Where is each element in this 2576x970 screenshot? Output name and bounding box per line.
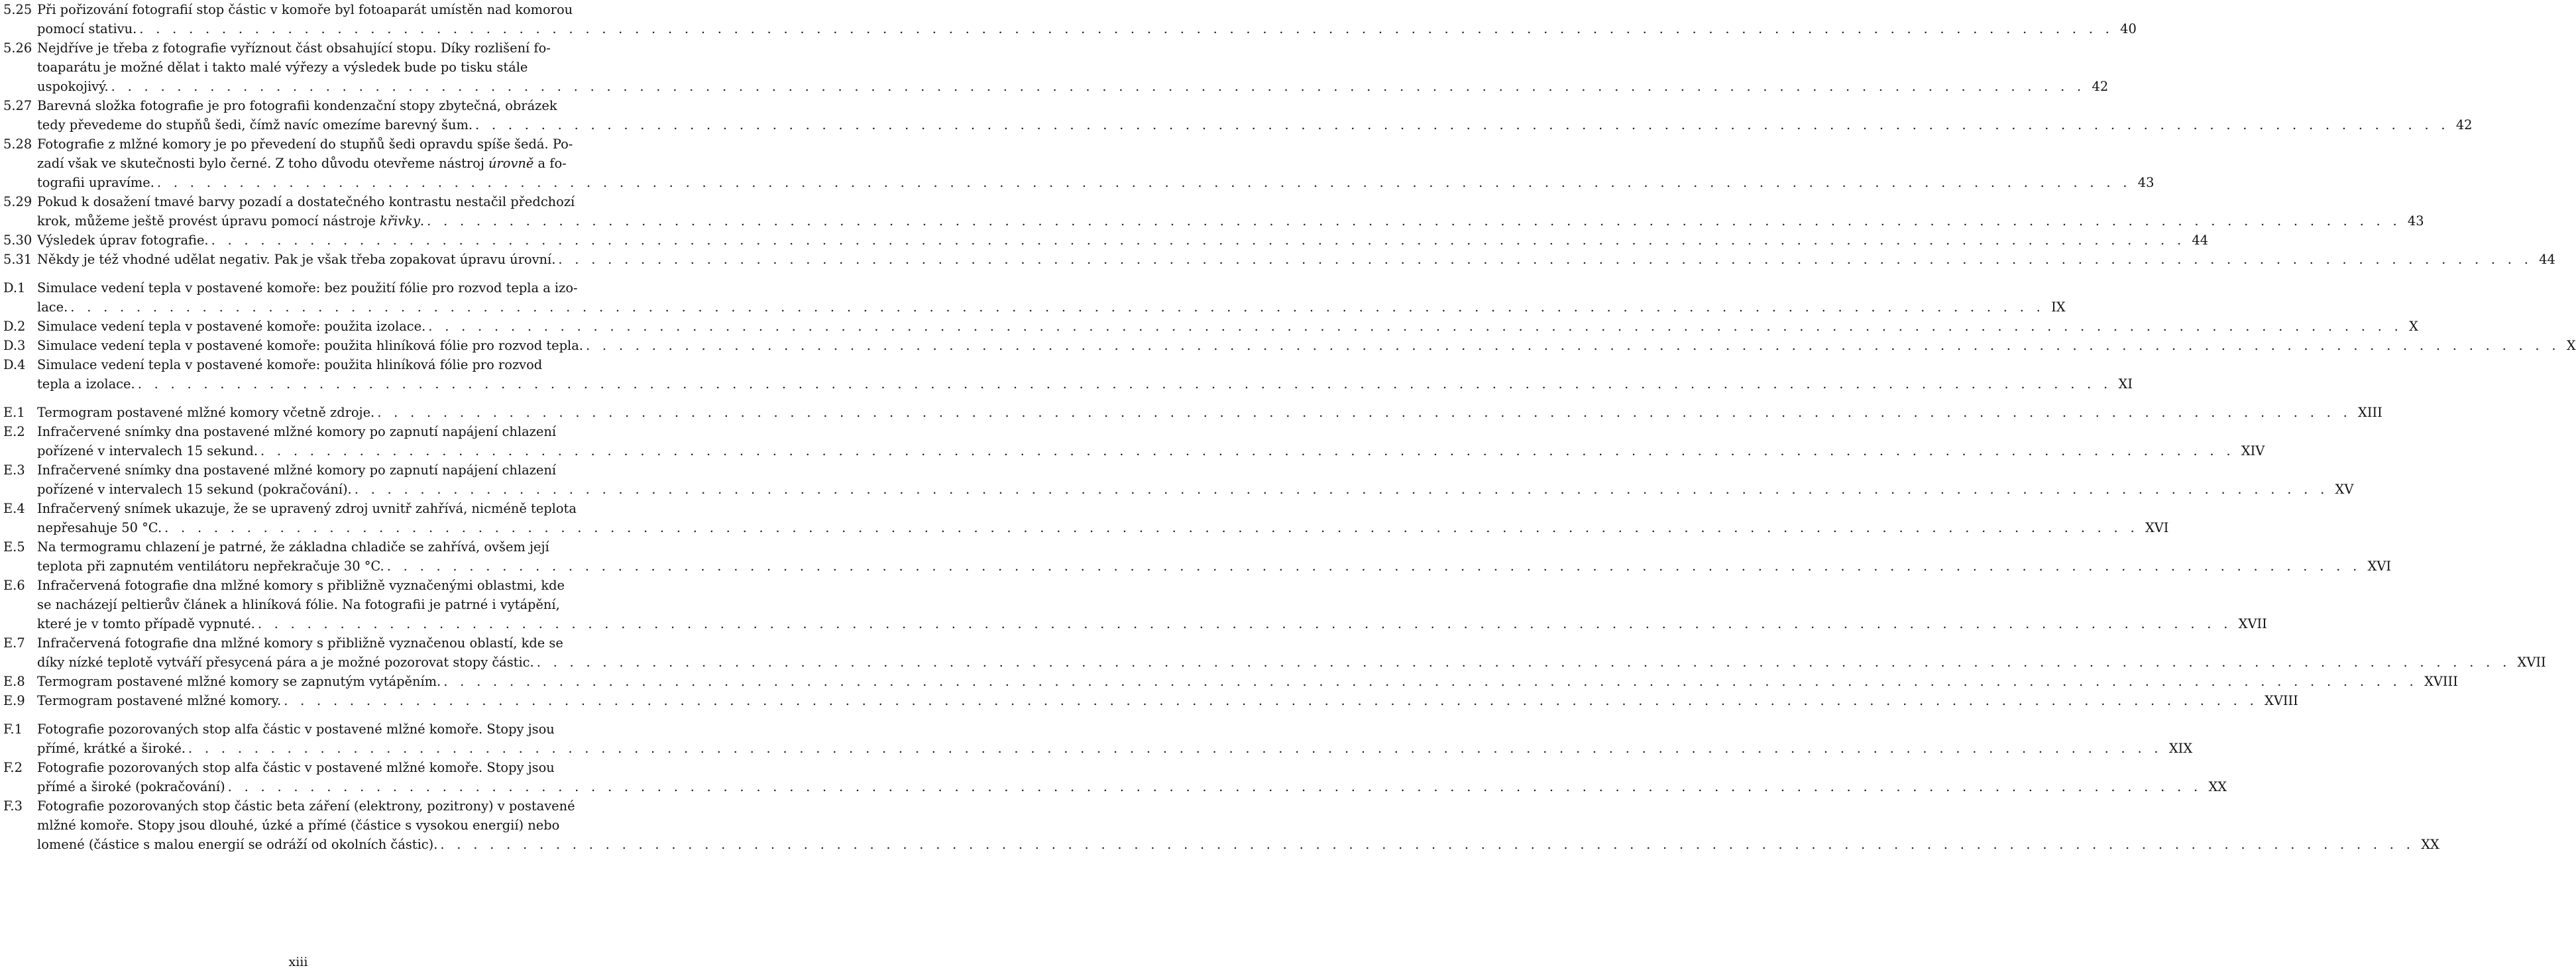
figure-caption-line: přímé, krátké a široké. [37,741,186,756]
figure-caption-line: lace. [37,299,68,315]
figure-number: 5.28 [3,136,32,152]
figure-caption-line: Infračervené snímky dna postavené mlžné komory po zapnutí napájení chlazení [37,424,557,439]
dot-leader: . . . . . . . . . . . . . . . . . . . . . . . . . . . . . . . . . . . . . . . . . . . . . . . . . . . . . . . . . . . . . . . . . . . . . . . . . . . . . . . . . . . . . . . . . . . . . . . . . . . . . . . . . . . . . . . . . . . . . . . . [558,252,2533,267]
figure-caption-line: tografii upravíme. [37,175,154,190]
figure-entry[interactable] [3,96,2473,135]
figure-number: 5.30 [3,233,32,248]
dot-leader: . . . . . . . . . . . . . . . . . . . . . . . . . . . . . . . . . . . . . . . . . . . . . . . . . . . . . . . . . . . . . . . . . . . . . . . . . . . . . . . . . . . . . . . . . . . . . . . . . . . . . . . . . . . . . . . . . . . . . . . . [440,837,2415,852]
figure-caption-line: teplota při zapnutém ventilátoru nepřekračuje 30 °C. [37,559,384,574]
figure-number: D.1 [3,280,26,296]
figure-number: D.3 [3,338,26,353]
figure-caption-line: tedy převedeme do stupňů šedi, čímž navíc omezíme barevný šum. [37,117,473,133]
dot-leader: . . . . . . . . . . . . . . . . . . . . . . . . . . . . . . . . . . . . . . . . . . . . . . . . . . . . . . . . . . . . . . . . . . . . . . . . . . . . . . . . . . . . . . . . . . . . . . . . . . . . . . . . . . . . . . . . . . . . . . . . [227,779,2202,794]
dot-leader: . . . . . . . . . . . . . . . . . . . . . . . . . . . . . . . . . . . . . . . . . . . . . . . . . . . . . . . . . . . . . . . . . . . . . . . . . . . . . . . . . . . . . . . . . . . . . . . . . . . . . . . . . . . . . . . . . . . . . . . . [211,233,2186,248]
figure-page-ref: XVI [2367,559,2392,574]
figure-caption-line: Někdy je též vhodné udělat negativ. Pak je však třeba zopakovat úpravu úrovní. [37,252,556,267]
figure-caption-line: Infračervená fotografie dna mlžné komory s přibližně vyznačenými oblastmi, kde [37,578,565,593]
figure-page-ref: IX [2051,299,2066,315]
figure-entry[interactable] [3,537,2392,576]
dot-leader: . . . . . . . . . . . . . . . . . . . . . . . . . . . . . . . . . . . . . . . . . . . . . . . . . . . . . . . . . . . . . . . . . . . . . . . . . . . . . . . . . . . . . . . . . . . . . . . . . . . . . . . . . . . . . . . . . . . . . . . . [284,693,2259,708]
figure-page-ref: XIX [2168,741,2193,756]
figure-caption-line: pořízené v intervalech 15 sekund (pokračování). [37,482,352,497]
figure-page-ref: X [2409,319,2418,334]
figure-page-ref: XX [2421,837,2439,852]
figure-number: F.2 [3,760,23,775]
figure-caption-line: zadí však ve skutečnosti bylo černé. Z toho důvodu otevřeme nástroj úrovně a fo- [37,156,567,171]
figure-number: 5.27 [3,98,32,113]
figure-number: E.8 [3,674,25,689]
figure-caption-line: přímé a široké (pokračování) [37,779,225,794]
figure-group [3,720,2439,854]
figure-entry[interactable] [3,633,2546,672]
figure-page-ref: XVI [2145,520,2169,535]
figure-caption-line: Fotografie pozorovaných stop alfa částic v postavené mlžné komoře. Stopy jsou [37,760,555,775]
dot-leader: . . . . . . . . . . . . . . . . . . . . . . . . . . . . . . . . . . . . . . . . . . . . . . . . . . . . . . . . . . . . . . . . . . . . . . . . . . . . . . . . . . . . . . . . . . . . . . . . . . . . . . . . . . . . . . . . . . . . . . . . [475,117,2449,133]
figure-caption-line: pomocí stativu. [37,21,137,36]
figure-caption-line: Termogram postavené mlžné komory včetně zdroje. [37,405,375,420]
figure-entry[interactable] [3,796,2439,854]
figure-entry[interactable] [3,317,2418,336]
figure-entry[interactable] [3,135,2155,192]
figure-entry[interactable] [3,231,2209,250]
dot-leader: . . . . . . . . . . . . . . . . . . . . . . . . . . . . . . . . . . . . . . . . . . . . . . . . . . . . . . . . . . . . . . . . . . . . . . . . . . . . . . . . . . . . . . . . . . . . . . . . . . . . . . . . . . . . . . . . . . . . . . . . [188,741,2162,756]
figure-caption-line: Výsledek úprav fotografie. [37,233,209,248]
figure-page-ref: XVIII [2424,674,2458,689]
dot-leader: . . . . . . . . . . . . . . . . . . . . . . . . . . . . . . . . . . . . . . . . . . . . . . . . . . . . . . . . . . . . . . . . . . . . . . . . . . . . . . . . . . . . . . . . . . . . . . . . . . . . . . . . . . . . . . . . . . . . . . . . [443,674,2418,689]
figure-entry[interactable] [3,576,2267,633]
list-of-figures [3,0,2576,863]
figure-page-ref: 40 [2120,21,2137,36]
figure-number: F.3 [3,798,23,814]
figure-number: 5.26 [3,40,32,56]
figure-group [3,0,2555,269]
figure-entry[interactable] [3,38,2109,96]
figure-caption-line: Pokud k dosažení tmavé barvy pozadí a dostatečného kontrastu nestačil předchozí [37,194,575,209]
figure-caption-line: Barevná složka fotografie je pro fotografii kondenzační stopy zbytečná, obrázek [37,98,557,113]
dot-leader: . . . . . . . . . . . . . . . . . . . . . . . . . . . . . . . . . . . . . . . . . . . . . . . . . . . . . . . . . . . . . . . . . . . . . . . . . . . . . . . . . . . . . . . . . . . . . . . . . . . . . . . . . . . . . . . . . . . . . . . . [354,482,2329,497]
dot-leader: . . . . . . . . . . . . . . . . . . . . . . . . . . . . . . . . . . . . . . . . . . . . . . . . . . . . . . . . . . . . . . . . . . . . . . . . . . . . . . . . . . . . . . . . . . . . . . . . . . . . . . . . . . . . . . . . . . . . . . . . [585,338,2560,353]
figure-caption-line: díky nízké teplotě vytváří přesycená pára a je možné pozorovat stopy částic. [37,655,534,670]
dot-leader: . . . . . . . . . . . . . . . . . . . . . . . . . . . . . . . . . . . . . . . . . . . . . . . . . . . . . . . . . . . . . . . . . . . . . . . . . . . . . . . . . . . . . . . . . . . . . . . . . . . . . . . . . . . . . . . . . . . . . . . . [137,376,2112,392]
figure-caption-line: krok, můžeme ještě provést úpravu pomocí nástroje křivky. [37,213,425,229]
figure-entry[interactable] [3,278,2066,317]
figure-page-ref: X [2566,338,2576,353]
figure-page-ref: XX [2208,779,2227,794]
figure-caption-line: mlžné komoře. Stopy jsou dlouhé, úzké a přímé (částice s vysokou energií) nebo [37,818,560,833]
figure-entry[interactable] [3,336,2576,355]
figure-page-ref: XV [2335,482,2354,497]
figure-entry[interactable] [3,355,2133,394]
figure-page-ref: 44 [2539,252,2555,267]
figure-number: E.3 [3,462,25,478]
figure-caption-line: Simulace vedení tepla v postavené komoře: použita hliníková fólie pro rozvod [37,357,543,372]
dot-leader: . . . . . . . . . . . . . . . . . . . . . . . . . . . . . . . . . . . . . . . . . . . . . . . . . . . . . . . . . . . . . . . . . . . . . . . . . . . . . . . . . . . . . . . . . . . . . . . . . . . . . . . . . . . . . . . . . . . . . . . . [111,79,2086,94]
figure-page-ref: 42 [2092,79,2109,94]
figure-group [3,403,2546,710]
figure-entry[interactable] [3,460,2354,499]
figure-number: E.1 [3,405,25,420]
figure-caption-line: Simulace vedení tepla v postavené komoře: bez použití fólie pro rozvod tepla a izo- [37,280,578,296]
dot-leader: . . . . . . . . . . . . . . . . . . . . . . . . . . . . . . . . . . . . . . . . . . . . . . . . . . . . . . . . . . . . . . . . . . . . . . . . . . . . . . . . . . . . . . . . . . . . . . . . . . . . . . . . . . . . . . . . . . . . . . . . [139,21,2114,36]
page-number: xiii [288,955,308,969]
figure-number: E.7 [3,635,25,651]
dot-leader: . . . . . . . . . . . . . . . . . . . . . . . . . . . . . . . . . . . . . . . . . . . . . . . . . . . . . . . . . . . . . . . . . . . . . . . . . . . . . . . . . . . . . . . . . . . . . . . . . . . . . . . . . . . . . . . . . . . . . . . . [386,559,2361,574]
figure-number: D.4 [3,357,26,372]
figure-caption-line: tepla a izolace. [37,376,135,392]
figure-entry[interactable] [3,720,2193,758]
dot-leader: . . . . . . . . . . . . . . . . . . . . . . . . . . . . . . . . . . . . . . . . . . . . . . . . . . . . . . . . . . . . . . . . . . . . . . . . . . . . . . . . . . . . . . . . . . . . . . . . . . . . . . . . . . . . . . . . . . . . . . . . [427,213,2401,229]
figure-page-ref: XVIII [2265,693,2298,708]
dot-leader: . . . . . . . . . . . . . . . . . . . . . . . . . . . . . . . . . . . . . . . . . . . . . . . . . . . . . . . . . . . . . . . . . . . . . . . . . . . . . . . . . . . . . . . . . . . . . . . . . . . . . . . . . . . . . . . . . . . . . . . . [156,175,2131,190]
figure-caption-line: Infračervený snímek ukazuje, že se upravený zdroj uvnitř zahřívá, nicméně teplota [37,501,577,516]
dot-leader: . . . . . . . . . . . . . . . . . . . . . . . . . . . . . . . . . . . . . . . . . . . . . . . . . . . . . . . . . . . . . . . . . . . . . . . . . . . . . . . . . . . . . . . . . . . . . . . . . . . . . . . . . . . . . . . . . . . . . . . . [536,655,2511,670]
figure-caption-line: Na termogramu chlazení je patrné, že základna chladiče se zahřívá, ovšem její [37,539,549,555]
figure-entry[interactable] [3,672,2458,691]
figure-entry[interactable] [3,0,2137,38]
figure-caption-line: Infračervené snímky dna postavené mlžné komory po zapnutí napájení chlazení [37,462,557,478]
figure-number: E.2 [3,424,25,439]
figure-entry[interactable] [3,192,2424,231]
figure-group [3,278,2576,394]
figure-entry[interactable] [3,499,2169,537]
figure-number: F.1 [3,722,23,737]
figure-number: 5.31 [3,252,32,267]
figure-caption-line: Termogram postavené mlžné komory. [37,693,282,708]
figure-page-ref: 42 [2455,117,2473,133]
dot-leader: . . . . . . . . . . . . . . . . . . . . . . . . . . . . . . . . . . . . . . . . . . . . . . . . . . . . . . . . . . . . . . . . . . . . . . . . . . . . . . . . . . . . . . . . . . . . . . . . . . . . . . . . . . . . . . . . . . . . . . . . [257,616,2232,631]
figure-number: E.5 [3,539,25,555]
figure-entry[interactable] [3,403,2382,422]
figure-caption-line: nepřesahuje 50 °C. [37,520,162,535]
figure-page-ref: 43 [2407,213,2424,229]
figure-caption-line: Fotografie z mlžné komory je po převedení do stupňů šedi opravdu spíše šedá. Po- [37,136,573,152]
figure-caption-line: Fotografie pozorovaných stop částic beta záření (elektrony, pozitrony) v postavené [37,798,575,814]
figure-caption-line: uspokojivý. [37,79,109,94]
figure-caption-line: Simulace vedení tepla v postavené komoře: použita izolace. [37,319,426,334]
figure-number: 5.29 [3,194,32,209]
figure-page-ref: XIII [2358,405,2382,420]
figure-page-ref: XVII [2238,616,2267,631]
dot-leader: . . . . . . . . . . . . . . . . . . . . . . . . . . . . . . . . . . . . . . . . . . . . . . . . . . . . . . . . . . . . . . . . . . . . . . . . . . . . . . . . . . . . . . . . . . . . . . . . . . . . . . . . . . . . . . . . . . . . . . . . [377,405,2352,420]
figure-number: 5.25 [3,2,32,17]
figure-entry[interactable] [3,250,2555,269]
figure-caption-line: lomené (částice s malou energií se odráží od okolních částic). [37,837,438,852]
dot-leader: . . . . . . . . . . . . . . . . . . . . . . . . . . . . . . . . . . . . . . . . . . . . . . . . . . . . . . . . . . . . . . . . . . . . . . . . . . . . . . . . . . . . . . . . . . . . . . . . . . . . . . . . . . . . . . . . . . . . . . . . [260,443,2235,458]
figure-caption-line: Termogram postavené mlžné komory se zapnutým vytápěním. [37,674,441,689]
figure-number: D.2 [3,319,26,334]
figure-page-ref: 43 [2137,175,2155,190]
figure-page-ref: 44 [2192,233,2209,248]
figure-number: E.9 [3,693,25,708]
figure-caption-line: toaparátu je možné dělat i takto malé výřezy a výsledek bude po tisku stále [37,60,528,75]
figure-caption-line: pořízené v intervalech 15 sekund. [37,443,258,458]
figure-number: E.4 [3,501,25,516]
figure-page-ref: XVII [2517,655,2546,670]
figure-page-ref: XIV [2241,443,2265,458]
figure-entry[interactable] [3,691,2298,710]
figure-caption-line: Nejdříve je třeba z fotografie vyříznout část obsahující stopu. Díky rozlišení fo- [37,40,551,56]
figure-page-ref: XI [2118,376,2133,392]
figure-caption-line: Při pořizování fotografií stop částic v komoře byl fotoaparát umístěn nad komorou [37,2,573,17]
figure-entry[interactable] [3,422,2265,460]
figure-caption-line: se nacházejí peltierův článek a hliníková fólie. Na fotografii je patrné i vytápění, [37,597,560,612]
dot-leader: . . . . . . . . . . . . . . . . . . . . . . . . . . . . . . . . . . . . . . . . . . . . . . . . . . . . . . . . . . . . . . . . . . . . . . . . . . . . . . . . . . . . . . . . . . . . . . . . . . . . . . . . . . . . . . . . . . . . . . . . [428,319,2403,334]
dot-leader: . . . . . . . . . . . . . . . . . . . . . . . . . . . . . . . . . . . . . . . . . . . . . . . . . . . . . . . . . . . . . . . . . . . . . . . . . . . . . . . . . . . . . . . . . . . . . . . . . . . . . . . . . . . . . . . . . . . . . . . . [164,520,2139,535]
figure-caption-line: Infračervená fotografie dna mlžné komory s přibližně vyznačenou oblastí, kde se [37,635,563,651]
figure-caption-line: Simulace vedení tepla v postavené komoře: použita hliníková fólie pro rozvod tepla. [37,338,583,353]
figure-caption-line: které je v tomto případě vypnuté. [37,616,255,631]
dot-leader: . . . . . . . . . . . . . . . . . . . . . . . . . . . . . . . . . . . . . . . . . . . . . . . . . . . . . . . . . . . . . . . . . . . . . . . . . . . . . . . . . . . . . . . . . . . . . . . . . . . . . . . . . . . . . . . . . . . . . . . . [70,299,2045,315]
figure-entry[interactable] [3,758,2227,796]
figure-number: E.6 [3,578,25,593]
figure-caption-line: Fotografie pozorovaných stop alfa částic v postavené mlžné komoře. Stopy jsou [37,722,555,737]
